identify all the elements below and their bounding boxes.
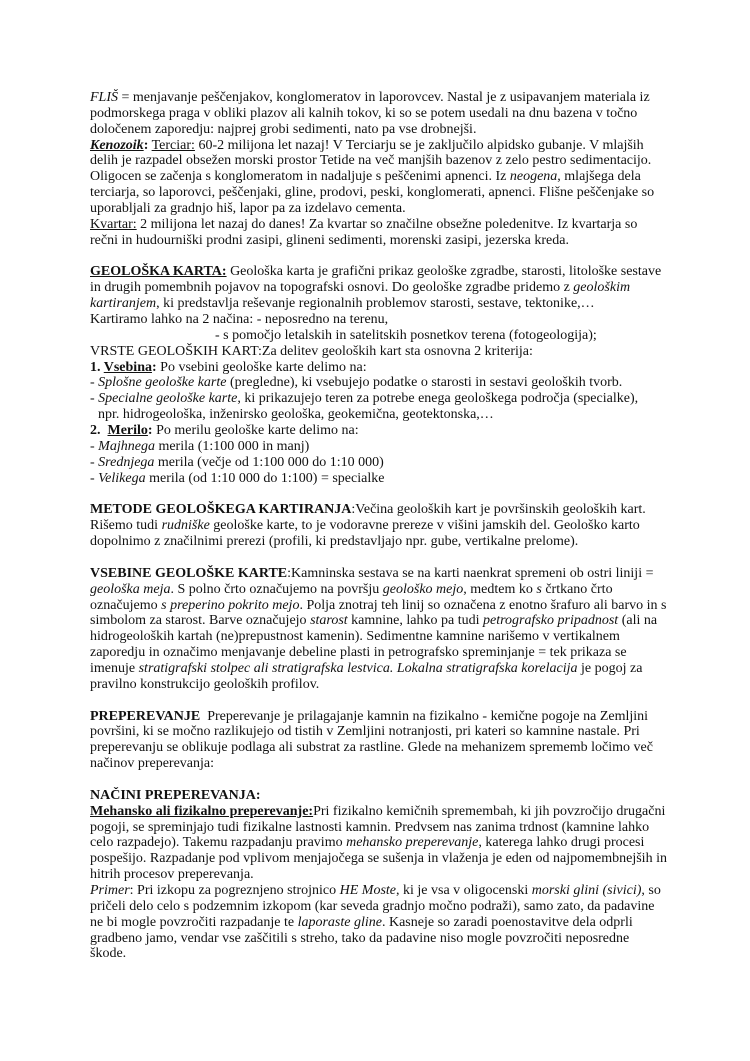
text-line bbox=[90, 455, 670, 471]
emphasis-text: rudniške bbox=[161, 518, 210, 534]
body-text: . S polno črto označujemo na površju bbox=[170, 581, 383, 597]
body-text: pogoji, se spreminjajo tudi fizikalne lastnosti kamnin. Predvsem nas zanima trdnost (kamnine lahko bbox=[90, 819, 650, 835]
body-text: merila (večje od 1:100 000 do 1:10 000) bbox=[154, 454, 384, 470]
text-line bbox=[90, 598, 670, 614]
emphasis-text: geološka meja bbox=[90, 581, 171, 597]
text-line bbox=[90, 851, 670, 867]
text-line bbox=[90, 820, 670, 836]
body-text: , ki je vsa v oligocenski bbox=[396, 882, 532, 898]
body-text: , so bbox=[641, 882, 661, 898]
text-line bbox=[90, 518, 670, 534]
body-text: 60-2 milijona let nazaj! V Terciarju se je zaključilo alpidsko gubanje. V mlajših bbox=[194, 137, 644, 153]
text-line bbox=[90, 423, 670, 439]
text-line bbox=[90, 946, 670, 962]
text-line bbox=[90, 360, 670, 376]
body-text: :Večina geoloških kart je površinskih geoloških kart. bbox=[351, 502, 646, 518]
body-text: Oligocen se začenja s konglomeratom in nadaljuje s peščenimi apnenci. Iz bbox=[90, 169, 510, 185]
text-line bbox=[90, 471, 670, 487]
text-line bbox=[90, 185, 670, 201]
body-text: gradbeno jamo, vendar vse zaščitili s streho, tako da padavine niso mogle povzročiti neposredne bbox=[90, 930, 630, 946]
text-line bbox=[90, 645, 670, 661]
text-line bbox=[90, 788, 670, 804]
emphasis-text: mehansko preperevanje bbox=[346, 835, 479, 851]
text-line bbox=[90, 899, 670, 915]
body-text: Po merilu geološke karte delimo na: bbox=[152, 423, 359, 439]
text-line bbox=[90, 883, 670, 899]
text-line bbox=[90, 138, 670, 154]
body-text: označujemo bbox=[90, 597, 162, 613]
body-text: , ki predstavlja reševanje regionalnih problemov starosti, sestave, tektonike,… bbox=[156, 296, 595, 312]
body-text: škode. bbox=[90, 946, 127, 962]
blank-line bbox=[90, 550, 670, 566]
document-page bbox=[90, 90, 670, 962]
emphasis-text: Velikega bbox=[98, 470, 146, 486]
body-text: hitrih procesov preperevanja. bbox=[90, 867, 254, 883]
text-line bbox=[90, 217, 670, 233]
emphasis-text: s bbox=[536, 581, 542, 597]
body-text: je pogoj za bbox=[577, 660, 643, 676]
body-text: geološke karte, to je vodoravne prereze v višini jamskih del. Geološko karto bbox=[209, 518, 640, 534]
text-line bbox=[90, 756, 670, 772]
body-text: (pregledne), ki vsebujejo podatke o starosti in sestavi geoloških tvorb. bbox=[226, 375, 623, 391]
body-text: merila (1:100 000 in manj) bbox=[154, 438, 310, 454]
text-line bbox=[90, 534, 670, 550]
emphasis-text: Srednjega bbox=[98, 454, 155, 470]
text-line bbox=[90, 661, 670, 677]
body-text: preperevanju se oblikuje podlaga ali substrat za rastline. Glede na mehanizem sprememb ločimo več bbox=[90, 740, 653, 756]
emphasis-text: kartiranjem bbox=[90, 296, 157, 312]
text-line bbox=[90, 407, 670, 423]
emphasis-text: stratigrafski stolpec ali stratigrafska lestvica. Lokalna stratigrafska korelacija bbox=[138, 660, 578, 676]
blank-line bbox=[90, 693, 670, 709]
body-text: dopolnimo z značilnimi prerezi (profili, ki predstavljajo npr. gube, vertikalne prelome). bbox=[90, 534, 579, 550]
emphasis-text: morski glini (sivici) bbox=[531, 882, 642, 898]
heading-text: GEOLOŠKA KARTA: bbox=[90, 264, 227, 280]
body-text: Geološka karta je grafični prikaz geološke zgradbe, starosti, litološke sestave bbox=[226, 264, 662, 280]
body-text: delih je razpadel obsežen morski prostor Tetide na več manjših bazenov z zelo pestro sedimentacijo. bbox=[90, 153, 652, 169]
body-text: - bbox=[90, 391, 99, 407]
text-line bbox=[90, 106, 670, 122]
text-line bbox=[90, 804, 670, 820]
heading-text: 2. bbox=[90, 423, 108, 439]
body-text: podmorskega praga v obliki plazov ali kalnih tokov, ki so se potem usedali na dnu bazena v točno bbox=[90, 105, 638, 121]
text-line bbox=[90, 439, 670, 455]
heading-text: Kenozoik bbox=[90, 137, 144, 153]
text-line bbox=[90, 867, 670, 883]
body-text: celo razpadejo). Takemu razpadanju pravimo bbox=[90, 835, 347, 851]
text-line bbox=[90, 153, 670, 169]
text-line bbox=[90, 344, 670, 360]
body-text: merila (od 1:10 000 do 1:100) = specialke bbox=[145, 470, 385, 486]
body-text: pospešijo. Razpadanje pod vplivom menjajočega se sušenja in vlaženja je eden od najpomembnejših in bbox=[90, 851, 667, 867]
body-text: hidrogeoloških kartah (ne)prepustnost kamenin). Sedimentne kamnine narišemo v vertikalnem bbox=[90, 629, 620, 645]
text-line bbox=[90, 264, 670, 280]
body-text: določenem zaporedju: najprej grobi sedimenti, nato pa vse drobnejši. bbox=[90, 121, 477, 137]
text-line bbox=[90, 915, 670, 931]
body-text: Terciar: bbox=[151, 137, 195, 153]
heading-text: : bbox=[143, 137, 149, 153]
body-text: pričeli delo celo s podzemnim izkopom (kar seveda gradnjo močno podraži), samo zato, da padavine bbox=[90, 898, 655, 914]
text-line bbox=[90, 233, 670, 249]
emphasis-text: neogena bbox=[509, 169, 558, 185]
body-text: kamnine, lahko pa tudi bbox=[347, 613, 483, 629]
heading-text: Mehansko ali fizikalno preperevanje: bbox=[90, 803, 314, 819]
emphasis-text: geološko mejo bbox=[382, 581, 464, 597]
heading-text: : bbox=[147, 423, 153, 439]
text-line bbox=[90, 280, 670, 296]
heading-text: METODE GEOLOŠKEGA KARTIRANJA bbox=[90, 502, 352, 518]
emphasis-text: FLIŠ bbox=[90, 90, 118, 105]
body-text: Pri fizikalno kemičnih spremembah, ki jih povzročijo drugačni bbox=[313, 803, 666, 819]
heading-text: : bbox=[151, 359, 157, 375]
body-text: Po vsebini geološke karte delimo na: bbox=[156, 359, 367, 375]
body-text: ne bi mogle povzročiti razpadanje te bbox=[90, 914, 298, 930]
text-line bbox=[90, 312, 670, 328]
emphasis-text: Specialne geološke karte bbox=[98, 391, 238, 407]
text-line bbox=[90, 835, 670, 851]
emphasis-text: Splošne geološke karte bbox=[98, 375, 227, 391]
body-text: rečni in hudourniški prodni zasipi, glineni sedimenti, morenski zasipi, jezerska kreda. bbox=[90, 232, 569, 248]
blank-line bbox=[90, 486, 670, 502]
body-text: - bbox=[90, 375, 99, 391]
body-text: 2 milijona let nazaj do danes! Za kvartar so značilne obsežne poledenitve. Iz kvartarja so bbox=[136, 216, 638, 232]
body-text: in drugih pomembnih pojavov na topografski osnovi. Do geološke zgradbe pridemo z bbox=[90, 280, 574, 296]
body-text: načinov preperevanja: bbox=[90, 756, 214, 772]
body-text: = menjavanje peščenjakov, konglomeratov in laporovcev. Nastal je z usipavanjem materiala iz bbox=[118, 90, 650, 105]
body-text: : Pri izkopu za pogreznjeno strojnico bbox=[129, 882, 340, 898]
emphasis-text: s preperino pokrito mejo bbox=[161, 597, 300, 613]
heading-text: Vsebina bbox=[103, 359, 152, 375]
body-text: npr. hidrogeološka, inženirsko geološka, geokemična, geotektonska,… bbox=[98, 407, 494, 423]
text-line bbox=[90, 677, 670, 693]
emphasis-text: Majhnega bbox=[98, 438, 155, 454]
heading-text: Merilo bbox=[107, 423, 148, 439]
heading-text: VSEBINE GEOLOŠKE KARTE bbox=[90, 565, 288, 581]
text-line bbox=[90, 613, 670, 629]
emphasis-text: petrografsko pripadnost bbox=[482, 613, 619, 629]
body-text: terciarja, so laporovci, peščenjaki, gline, prodovi, peski, konglomerati, apnenci. Flišne peščenjake so bbox=[90, 185, 655, 201]
heading-text: NAČINI PREPEREVANJA: bbox=[90, 787, 261, 803]
text-line bbox=[90, 391, 670, 407]
blank-line bbox=[90, 249, 670, 265]
heading-text: 1. bbox=[90, 359, 104, 375]
body-text: , ki prikazujejo teren za potrebe enega geološkega področja (specialke), bbox=[237, 391, 639, 407]
text-line bbox=[90, 566, 670, 582]
text-line bbox=[90, 931, 670, 947]
text-line bbox=[90, 502, 670, 518]
body-text: pravilno konstrukcijo geoloških profilov. bbox=[90, 676, 320, 692]
text-line bbox=[90, 328, 670, 344]
emphasis-text: laporaste gline bbox=[297, 914, 382, 930]
heading-text: PREPEREVANJE bbox=[90, 708, 201, 724]
body-text: - bbox=[90, 438, 99, 454]
text-line bbox=[90, 724, 670, 740]
body-text: Preperevanje je prilagajanje kamnin na fizikalno - kemične pogoje na Zemljini bbox=[200, 708, 649, 724]
body-text: imenuje bbox=[90, 660, 139, 676]
body-text: :Kamninska sestava se na karti naenkrat spremeni ob ostri liniji = bbox=[287, 565, 654, 581]
text-line bbox=[90, 629, 670, 645]
body-text: VRSTE GEOLOŠKIH KART:Za delitev geoloških kart sta osnovna 2 kriterija: bbox=[90, 343, 533, 359]
text-line bbox=[90, 201, 670, 217]
body-text: . Kasneje so zaradi poenostavitve dela odprli bbox=[381, 914, 633, 930]
text-line bbox=[90, 582, 670, 598]
emphasis-text: starost bbox=[310, 613, 348, 629]
emphasis-text: geološkim bbox=[573, 280, 631, 296]
text-line bbox=[90, 709, 670, 725]
body-text: simbolom za starost. Barve označujejo bbox=[90, 613, 311, 629]
body-text: Rišemo tudi bbox=[90, 518, 162, 534]
body-text: površini, ki se močno razlikujejo od tistih v Zemljini notranjosti, pri kateri so kamnine nastale. Pri bbox=[90, 724, 640, 740]
body-text: - bbox=[90, 454, 99, 470]
text-line bbox=[90, 122, 670, 138]
body-text: Kvartar: bbox=[90, 216, 137, 232]
text-line bbox=[90, 296, 670, 312]
body-text: , medtem ko bbox=[463, 581, 537, 597]
body-text: zaporedju in označimo menjavanje debeline plasti in petrografsko spreminjanje = tek prikaza se bbox=[90, 645, 627, 661]
blank-line bbox=[90, 772, 670, 788]
body-text: - bbox=[90, 470, 99, 486]
body-text: črtkano črto bbox=[541, 581, 613, 597]
body-text: - s pomočjo letalskih in satelitskih posnetkov terena (fotogeologija); bbox=[215, 327, 597, 343]
text-line bbox=[90, 169, 670, 185]
emphasis-text: HE Moste bbox=[339, 882, 397, 898]
text-line bbox=[90, 740, 670, 756]
body-text: Kartiramo lahko na 2 načina: - neposredno na terenu, bbox=[90, 312, 389, 328]
body-text: , mlajšega dela bbox=[557, 169, 641, 185]
body-text: , katerega lahko drugi procesi bbox=[478, 835, 645, 851]
emphasis-text: Primer bbox=[90, 882, 130, 898]
body-text: (ali na bbox=[618, 613, 658, 629]
body-text: . Polja znotraj teh linij so označena z enotno šrafuro ali barvo in s bbox=[299, 597, 667, 613]
body-text: uporabljali za gradnjo hiš, lapor pa za izdelavo cementa. bbox=[90, 201, 406, 217]
text-line bbox=[90, 90, 670, 106]
text-line bbox=[90, 375, 670, 391]
